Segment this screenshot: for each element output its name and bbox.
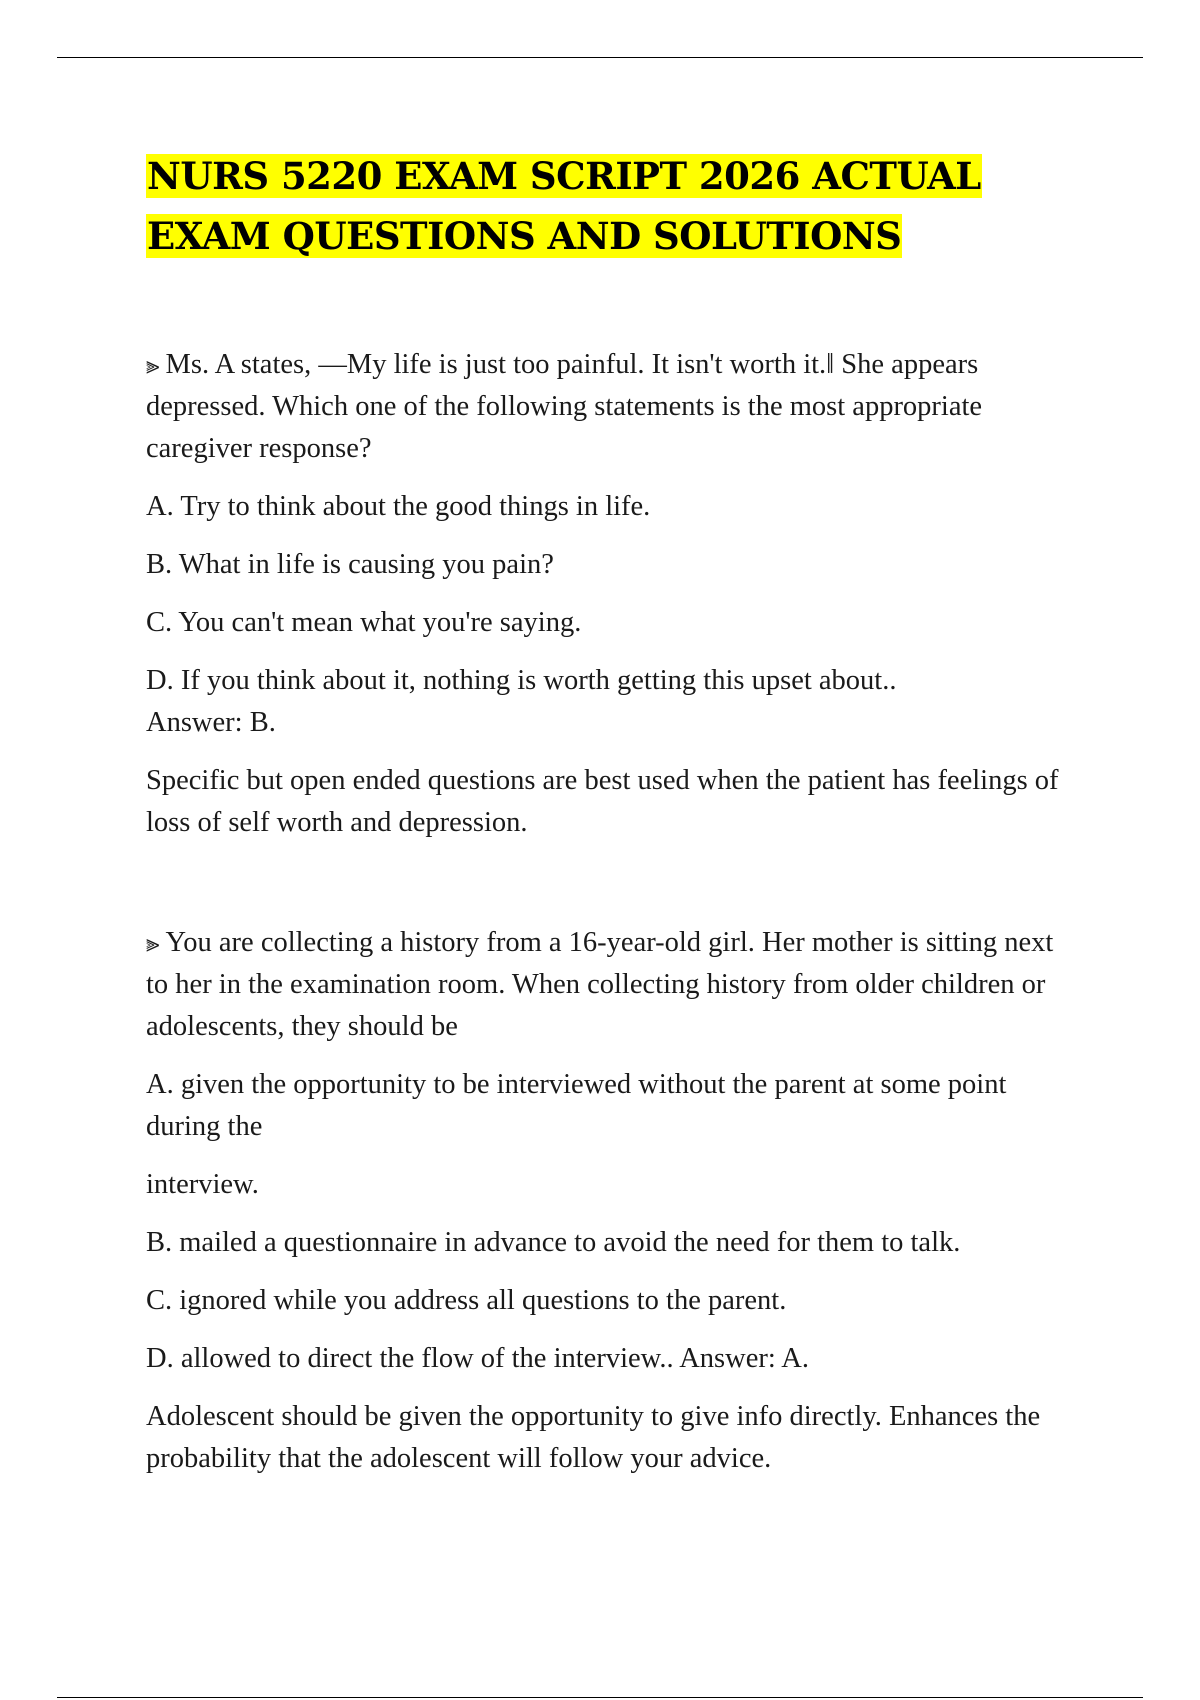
option-a: A. given the opportunity to be interviewed without the parent at some point during the	[146, 1069, 1007, 1142]
question-1	[146, 344, 1066, 844]
option-b: B. What in life is causing you pain?	[146, 549, 554, 580]
answer: Answer: B.	[146, 707, 276, 738]
option-d: D. If you think about it, nothing is worth getting this upset about..	[146, 665, 897, 696]
document-title	[146, 146, 1066, 266]
bottom-divider	[57, 1697, 1143, 1698]
option-d-with-answer	[146, 1338, 1066, 1380]
option-d-with-answer	[146, 660, 1066, 744]
arrow-bullet-icon: ⫸	[146, 351, 160, 379]
rationale: Adolescent should be given the opportunity to give info directly. Enhances the probability that the adolescent will follow your advice.	[146, 1401, 1041, 1474]
rationale: Specific but open ended questions are best used when the patient has feelings of loss of self worth and depression.	[146, 765, 1059, 838]
question-stem	[146, 344, 1066, 470]
document-page	[146, 146, 1066, 1496]
option-d: D. allowed to direct the flow of the interview..	[146, 1343, 674, 1374]
question-text: You are collecting a history from a 16-year-old girl. Her mother is sitting next to her in the examination room. When collecting history from older children or adolescents, they should be	[146, 927, 1054, 1042]
question-text: Ms. A states, ―My life is just too painful. It isn't worth it.‖ She appears depressed. Which one of the following statements is the most appropriate caregiver response?	[146, 349, 983, 464]
answer: Answer: A.	[679, 1343, 810, 1374]
option-c: C. ignored while you address all questions to the parent.	[146, 1285, 787, 1316]
document-title-text: NURS 5220 EXAM SCRIPT 2026 ACTUAL EXAM QUESTIONS AND SOLUTIONS	[147, 154, 981, 258]
arrow-bullet-icon: ⫸	[146, 929, 160, 957]
option-c: C. You can't mean what you're saying.	[146, 607, 582, 638]
question-stem	[146, 922, 1066, 1048]
top-divider	[57, 57, 1143, 58]
question-2	[146, 922, 1066, 1480]
option-b: B. mailed a questionnaire in advance to avoid the need for them to talk.	[146, 1227, 961, 1258]
option-a: A. Try to think about the good things in life.	[146, 491, 651, 522]
option-a-continued: interview.	[146, 1169, 259, 1200]
